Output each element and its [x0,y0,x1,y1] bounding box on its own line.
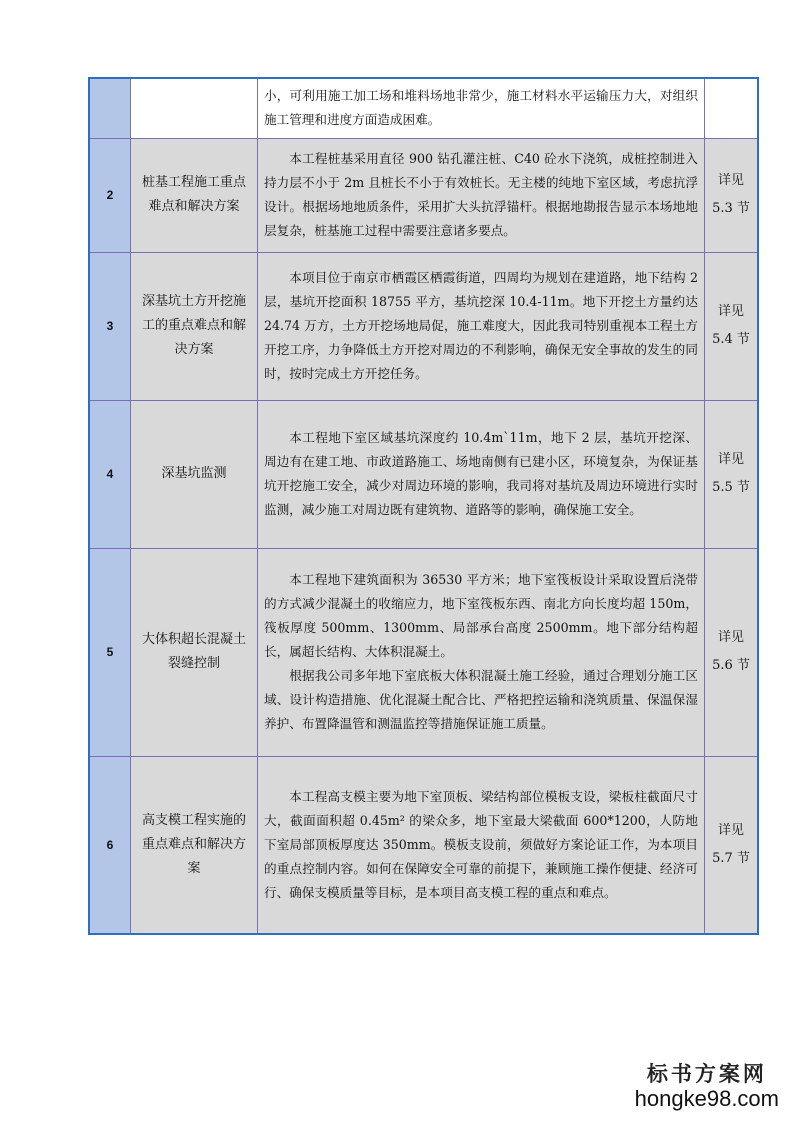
reference-label: 详见 [717,304,744,319]
row-number: 5 [89,548,131,756]
reference-label: 详见 [717,452,744,467]
row-number: 6 [89,756,131,934]
table-row [89,756,758,934]
row-title: 大体积超长混凝土裂缝控制 [131,548,258,756]
row-number: 2 [89,138,131,252]
description-paragraph: 本工程地下室区域基坑深度约 10.4m`11m，地下 2 层，基坑开挖深、周边有在建工地、市政道路施工、场地南侧有已建小区，环境复杂，为保证基坑开挖施工安全，减少对周边环境的影响，我司将对基坑及周边环境进行实时监测，减少施工对周边既有建筑物、道路等的影响，确保施工安全。 [264,430,698,517]
row-title: 深基坑监测 [131,400,258,548]
table-row [89,400,758,548]
row-reference [705,252,759,400]
row-number: 3 [89,252,131,400]
row-description [258,252,705,400]
row-title [131,78,258,138]
row-reference [705,756,759,934]
reference-section: 5.7 节 [712,850,750,866]
watermark-title: 标书方案网 [646,1062,767,1086]
row-description [258,78,705,138]
reference-section: 5.6 节 [712,658,750,673]
row-title: 深基坑土方开挖施工的重点难点和解决方案 [131,252,258,400]
row-reference [705,400,759,548]
row-number: 4 [89,400,131,548]
reference-label: 详见 [717,173,744,188]
watermark-logo [635,1058,779,1112]
row-reference [705,548,759,756]
description-paragraph: 本项目位于南京市栖霞区栖霞街道，四周均为规划在建道路，地下结构 2 层，基坑开挖面积 18755 平方，基坑挖深 10.4-11m。地下开挖土方量约达 24.74 万方，土方开挖场地局促，施工难度大，因此我司特别重视本工程土方开挖工序，力争降低土方开挖对周边的不利影响，确保无安全事故的发生的同时，按时完成土方开挖任务。 [264,270,698,381]
table-row [89,252,758,400]
description-paragraph: 本工程高支模主要为地下室顶板、梁结构部位模板支设，梁板柱截面尺寸大，截面面积超 0.45m² 的梁众多，地下室最大梁截面 600*1200，人防地下室局部顶板厚度达 350mm。模板支设前，须做好方案论证工作，为本项目的重点控制内容。如何在保障安全可靠的前提下，兼顾施工操作便捷、经济可行、确保支模质量等目标，是本项目高支模工程的重点和难点。 [264,788,698,900]
row-reference [705,138,759,252]
row-number [89,78,131,138]
row-description [258,138,705,252]
row-description [258,400,705,548]
measures-table [88,77,759,935]
reference-section: 5.5 节 [712,480,750,495]
table-row [89,138,758,252]
row-title: 桩基工程施工重点难点和解决方案 [131,138,258,252]
row-description [258,548,705,756]
description-paragraph: 小，可利用施工加工场和堆料场地非常少，施工材料水平运输压力大，对组织施工管理和进度方面造成困难。 [264,88,698,128]
reference-section: 5.3 节 [712,201,750,216]
table-row [89,548,758,756]
description-paragraph: 本工程桩基采用直径 900 钻孔灌注桩、C40 砼水下浇筑，成桩控制进入持力层不小于 2m 且桩长不小于有效桩长。无主楼的纯地下室区域，考虑抗浮设计。根据场地地质条件，采用扩大头抗浮锚杆。根据地勘报告显示本场地地层复杂，桩基施工过程中需要注意诸多要点。 [264,151,698,238]
table-row [89,78,758,138]
row-reference [705,78,759,138]
description-paragraph: 根据我公司多年地下室底板大体积混凝土施工经验，通过合理划分施工区域、设计构造措施、优化混凝土配合比、严格把控运输和浇筑质量、保温保湿养护、布置降温管和测温监控等措施保证施工质量。 [264,668,698,731]
row-title: 高支模工程实施的重点难点和解决方案 [131,756,258,934]
description-paragraph: 本工程地下建筑面积为 36530 平方米；地下室筏板设计采取设置后浇带的方式减少混凝土的收缩应力，地下室筏板东西、南北方向长度均超 150m，筏板厚度 500mm、1300mm、局部承台高度 2500mm。地下部分结构超长，属超长结构、大体积混凝土。 [264,572,698,659]
row-description [258,756,705,934]
watermark-url: hongke98.com [634,1086,779,1111]
reference-label: 详见 [717,630,744,645]
reference-section: 5.4 节 [712,332,750,347]
reference-label: 详见 [717,822,744,838]
